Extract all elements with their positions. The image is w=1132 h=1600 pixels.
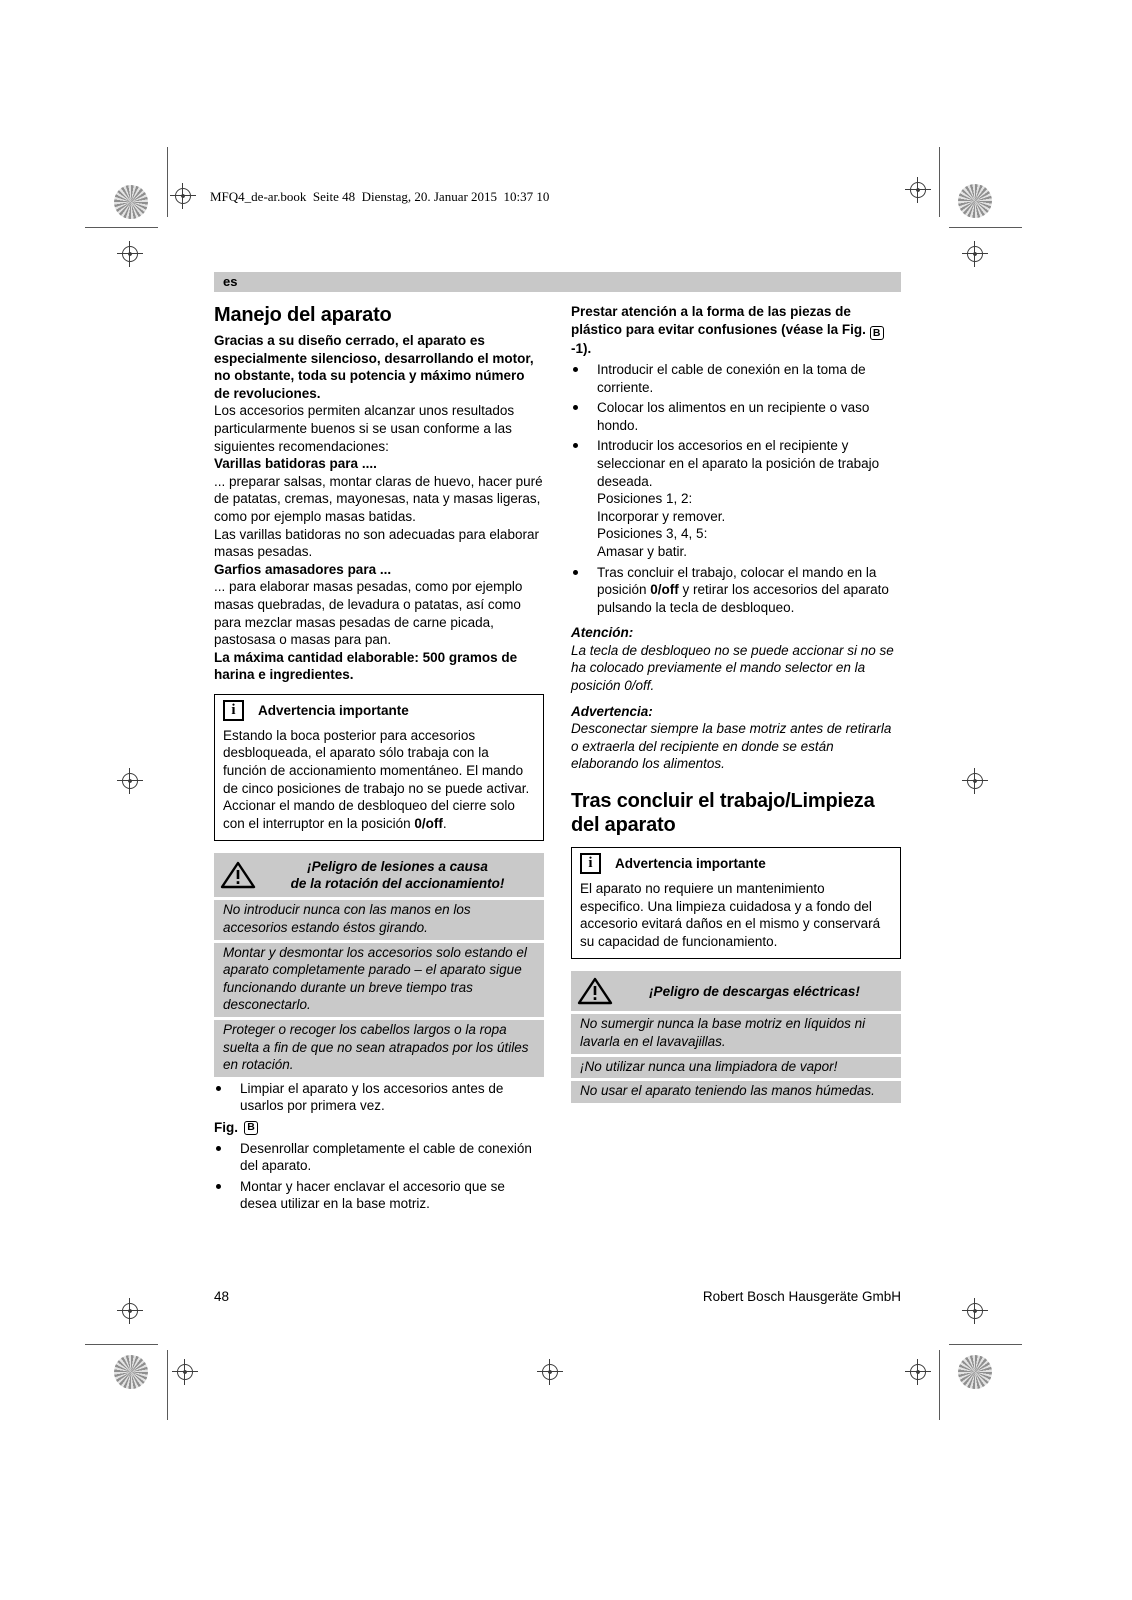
list-item: [214, 1080, 544, 1115]
important-note-box: [571, 847, 901, 959]
whisks-heading: Varillas batidoras para ....: [214, 456, 377, 472]
figure-label: Fig.: [214, 1119, 238, 1135]
registration-mark-icon: [962, 1298, 988, 1324]
language-band: [214, 272, 901, 292]
crop-mark: [85, 227, 158, 228]
list-item: [571, 564, 901, 617]
electric-shock-warning-para: No sumergir nunca la base motriz en líquidos ni lavarla en el lavavajillas.: [571, 1014, 901, 1053]
positions-line: Posiciones 1, 2:: [597, 491, 693, 507]
content-columns: [214, 303, 901, 1213]
figure-b-icon: B: [244, 1121, 258, 1135]
important-note-body: Estando la boca posterior para accesorios desbloqueada, el aparato sólo trabaja con la función de accionamiento momentáneo. El mando de cinco posiciones de trabajo no se puede activar. Accionar el mando de desbloqueo del cierre solo con el interruptor en la posición 0/off.: [223, 727, 530, 831]
crop-mark: [949, 1344, 1022, 1345]
positions-line: Posiciones 3, 4, 5:: [597, 526, 708, 542]
list-item-text: Tras concluir el trabajo, colocar el mando en la posición 0/off y retirar los accesorios del aparato pulsando la tecla de desbloqueo.: [597, 564, 889, 615]
figure-reference: [214, 1119, 544, 1137]
page-number: 48: [214, 1289, 230, 1304]
crop-mark: [167, 1350, 168, 1420]
list-item-text: Limpiar el aparato y los accesorios antes de usarlos por primera vez.: [240, 1080, 504, 1114]
registration-mark-icon: [905, 177, 931, 203]
warning-triangle-icon: [577, 976, 613, 1006]
page-title: Manejo del aparato: [214, 304, 392, 326]
crop-mark: [85, 1344, 158, 1345]
injury-warning-header: [214, 853, 544, 897]
publisher-name: Robert Bosch Hausgeräte GmbH: [702, 1289, 901, 1304]
bullet-icon: [214, 1178, 240, 1213]
attention-label: Atención:: [571, 625, 634, 641]
section-title-cleaning: Tras concluir el trabajo/Limpieza del aparato: [571, 790, 875, 837]
registration-mark-icon: [170, 183, 196, 209]
electric-shock-warning-para: ¡No utilizar nunca una limpiadora de vapor!: [571, 1057, 901, 1079]
plastic-parts-note: Prestar atención a la forma de las piezas de plástico para evitar confusiones (véase la Fig. B-1).: [571, 303, 901, 358]
registration-mark-icon: [117, 1298, 143, 1324]
max-quantity-note: La máxima cantidad elaborable: 500 gramos de harina e ingredientes.: [214, 649, 518, 683]
important-note-title: Advertencia importante: [615, 855, 766, 871]
important-note-body: El aparato no requiere un mantenimiento especifico. Una limpieza cuidadosa y a fondo del accesorio evitará daños en el mismo y conservará su capacidad de funcionamiento.: [580, 881, 881, 949]
figure-b-icon: B: [870, 326, 884, 340]
info-icon: i: [223, 700, 244, 721]
page-footer: [214, 1289, 901, 1304]
right-column: [571, 303, 901, 1213]
attention-text: La tecla de desbloqueo no se puede accionar si no se ha colocado previamente el mando selector en la posición 0/off.: [571, 642, 894, 694]
print-starburst-icon: [114, 185, 148, 219]
injury-warning-para: No introducir nunca con las manos en los accesorios estando éstos girando.: [214, 900, 544, 939]
list-item-text: Colocar los alimentos en un recipiente o vaso hondo.: [597, 400, 870, 433]
injury-warning-box: [214, 853, 544, 1076]
print-starburst-icon: [958, 1355, 992, 1389]
crop-mark: [939, 147, 940, 217]
list-item-text: Desenrollar completamente el cable de conexión del aparato.: [240, 1140, 532, 1174]
bullet-icon: [571, 564, 597, 617]
print-starburst-icon: [114, 1355, 148, 1389]
whisks-note: Las varillas batidoras no son adecuadas para elaborar masas pesadas.: [214, 526, 539, 560]
intro-bold: Gracias a su diseño cerrado, el aparato es especialmente silencioso, desarrollando el motor, no obstante, toda su potencia y máximo número de revoluciones.: [214, 333, 534, 401]
registration-mark-icon: [962, 768, 988, 794]
electric-shock-warning-box: [571, 971, 901, 1102]
notice-text: Desconectar siempre la base motriz antes de retirarla o extraerla del recipiente en donde se están elaborando los alimentos.: [571, 721, 892, 772]
positions-list: [597, 490, 901, 560]
list-item: [571, 361, 901, 396]
bullet-icon: [571, 437, 597, 490]
list-item-text: Introducir el cable de conexión en la toma de corriente.: [597, 361, 866, 395]
electric-shock-warning-para: No usar el aparato teniendo las manos húmedas.: [571, 1081, 901, 1103]
bullet-icon: [214, 1140, 240, 1175]
list-item: [214, 1178, 544, 1213]
left-column: [214, 303, 544, 1213]
crop-mark: [167, 147, 168, 217]
list-item: [571, 399, 901, 434]
notice-label: Advertencia:: [571, 703, 653, 719]
list-item-text: Montar y hacer enclavar el accesorio que se desea utilizar en la base motriz.: [240, 1178, 505, 1212]
registration-mark-icon: [962, 241, 988, 267]
bullet-icon: [571, 399, 597, 434]
crop-mark: [949, 227, 1022, 228]
intro-text: Los accesorios permiten alcanzar unos resultados particularmente buenos si se usan conforme a las siguientes recomendaciones:: [214, 403, 515, 454]
print-starburst-icon: [958, 184, 992, 218]
important-note-box: [214, 694, 544, 842]
whisks-text: ... preparar salsas, montar claras de huevo, hacer puré de patatas, cremas, mayonesas, nata y masas ligeras, como por ejemplo masas batidas.: [214, 473, 543, 524]
warning-triangle-icon: [220, 860, 256, 890]
bullet-icon: [214, 1080, 240, 1115]
important-note-header: [580, 853, 891, 874]
registration-mark-icon: [537, 1359, 563, 1385]
electric-shock-warning-title: ¡Peligro de descargas eléctricas!: [649, 983, 860, 999]
registration-mark-icon: [172, 1359, 198, 1385]
registration-mark-icon: [117, 768, 143, 794]
registration-mark-icon: [117, 241, 143, 267]
bullet-icon: [571, 361, 597, 396]
language-label: es: [223, 274, 238, 289]
injury-warning-title: ¡Peligro de lesiones a causa de la rotación del accionamiento!: [290, 859, 505, 892]
list-item: [214, 1140, 544, 1175]
electric-shock-warning-header: [571, 971, 901, 1011]
registration-mark-icon: [905, 1359, 931, 1385]
important-note-title: Advertencia importante: [258, 702, 409, 718]
list-item-text: Introducir los accesorios en el recipiente y seleccionar en el aparato la posición de trabajo deseada.: [597, 438, 880, 489]
info-icon: i: [580, 853, 601, 874]
injury-warning-para: Proteger o recoger los cabellos largos o la ropa suelta a fin de que no sean atrapados por los útiles en rotación.: [214, 1020, 544, 1077]
positions-line: Amasar y batir.: [597, 543, 688, 559]
injury-warning-para: Montar y desmontar los accesorios solo estando el aparato completamente parado – el aparato sigue funcionando durante un breve tiempo tras desconectarlo.: [214, 943, 544, 1017]
important-note-header: [223, 700, 534, 721]
positions-line: Incorporar y remover.: [597, 508, 726, 524]
hooks-text: ... para elaborar masas pesadas, como por ejemplo masas quebradas, de levadura o patatas, así como para mezclar masas pesadas de carne picada, pastosasa o masas para pan.: [214, 579, 523, 648]
list-item: [571, 437, 901, 490]
document-header: MFQ4_de-ar.book Seite 48 Dienstag, 20. Januar 2015 10:37 10: [210, 189, 550, 204]
hooks-heading: Garfios amasadores para ...: [214, 561, 392, 577]
crop-mark: [939, 1350, 940, 1420]
